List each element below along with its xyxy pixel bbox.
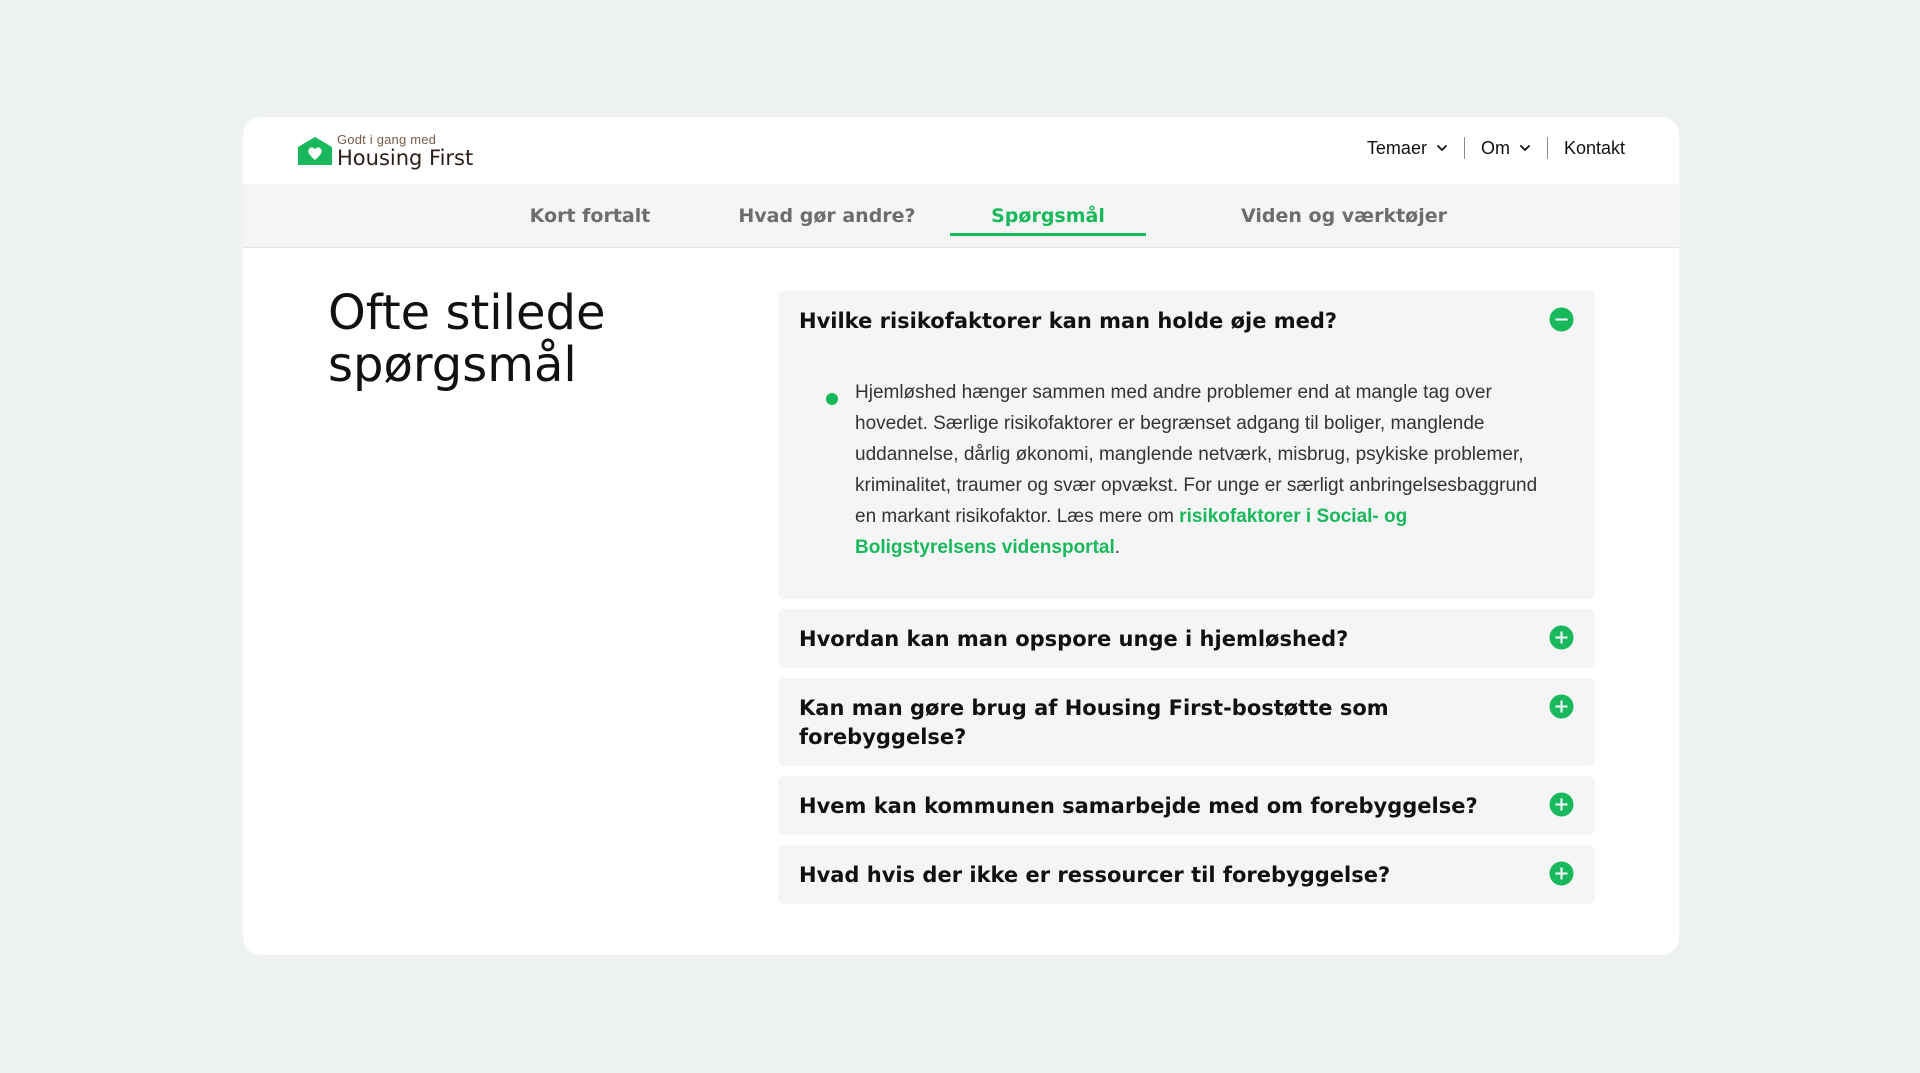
nav-divider [1464,137,1465,159]
faq-item [778,845,1595,904]
logo-tagline: Godt i gang med [337,132,437,147]
faq-question[interactable]: Hvilke risikofaktorer kan man holde øje med? [799,309,1338,333]
answer-end: . [1114,537,1121,558]
chevron-down-icon [1519,142,1531,154]
tab-viden-og-vaerktoejer[interactable] [1179,184,1509,247]
minus-circle-icon[interactable] [1549,307,1574,332]
tab-label: Hvad gør andre? [738,204,916,227]
faq-item [778,291,1595,599]
answer-text: Hjemløshed hænger sammen med andre problemer end at mangle tag over hovedet. Særlige risikofaktorer er begrænset adgang til boliger, manglende uddannelse, dårlig økonomi, manglende netværk, misbrug, psykiske problemer, kriminalitet, traumer og svær opvækst. For unge er særligt anbringelsesbaggrund en markant risikofaktor. Læs mere om [855,382,1538,527]
nav-kontakt[interactable] [1564,138,1625,159]
nav-om-label: Om [1480,137,1510,158]
faq-answer [778,350,1595,599]
top-navigation [1367,137,1625,159]
faq-question[interactable]: Hvordan kan man opspore unge i hjemløshed? [799,627,1349,651]
active-tab-indicator [950,233,1146,236]
plus-circle-icon[interactable] [1549,861,1574,886]
page-title: Ofte stilede spørgsmål [328,285,606,393]
answer-link[interactable]: risikofaktorer i Social- og Boligstyrelsens vidensportal [855,506,1408,558]
chevron-down-icon [1436,142,1448,154]
nav-om[interactable] [1481,138,1531,159]
faq-item [778,678,1595,766]
bullet-dot [826,393,838,405]
faq-question[interactable]: Hvad hvis der ikke er ressourcer til forebyggelse? [799,863,1391,887]
nav-kontakt-label: Kontakt [1563,137,1625,158]
site-logo[interactable] [296,130,473,172]
plus-circle-icon[interactable] [1549,792,1574,817]
plus-circle-icon[interactable] [1549,694,1574,719]
tab-hvad-goer-andre[interactable] [722,184,932,247]
faq-item [778,609,1595,668]
tab-kort-fortalt[interactable] [505,184,675,247]
house-heart-icon [296,135,334,167]
nav-divider [1547,137,1548,159]
faq-item [778,776,1595,835]
faq-question[interactable]: Hvem kan kommunen samarbejde med om forebyggelse? [799,794,1478,818]
plus-circle-icon[interactable] [1549,625,1574,650]
tab-spoergsmaal[interactable] [950,184,1146,247]
tab-label: Viden og værktøjer [1241,204,1447,227]
site-header [243,117,1679,184]
nav-temaer[interactable] [1367,138,1448,159]
tab-label: Spørgsmål [991,204,1105,227]
page-card [243,117,1679,955]
faq-question[interactable]: Kan man gøre brug af Housing First-bostøtte som forebyggelse? [799,696,1389,749]
logo-name: Housing First [337,146,474,170]
faq-accordion [778,291,1595,914]
tab-label: Kort fortalt [529,204,651,227]
section-tabs [243,184,1679,248]
nav-temaer-label: Temaer [1366,137,1427,158]
